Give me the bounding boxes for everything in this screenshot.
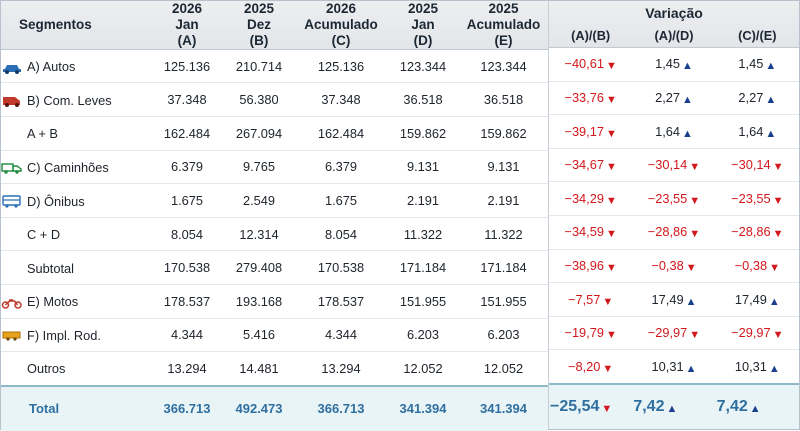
var-total-ce: 7,42 ▲ <box>716 384 799 429</box>
var-ad: 10,31 ▲ <box>651 358 697 375</box>
cell-b: 9.765 <box>223 150 295 184</box>
row-label: B) Com. Leves <box>27 92 112 108</box>
var-ce: 17,49 ▲ <box>716 283 799 317</box>
cell-d: 36.518 <box>387 83 459 117</box>
var-ad: 1,45 ▲ <box>632 48 715 81</box>
var-ad: 1,64 ▲ <box>632 115 715 149</box>
cell-a: 178.537 <box>151 284 223 318</box>
row-label: D) Ônibus <box>27 193 85 209</box>
table-row <box>1 217 548 251</box>
variation-row <box>549 115 799 149</box>
arrow-up-icon: ▲ <box>682 127 693 140</box>
row-label-cell <box>1 251 151 285</box>
cell-c: 13.294 <box>321 360 361 376</box>
subheader-ad: (A)/(D) <box>654 28 694 44</box>
row-label-cell <box>1 352 151 385</box>
row-label: Outros <box>27 361 66 377</box>
cell-e: 6.203 <box>459 318 548 352</box>
table-body <box>1 50 548 431</box>
cell-e: 123.344 <box>459 50 548 83</box>
cell-c: 4.344 <box>295 318 387 352</box>
arrow-down-icon: ▼ <box>605 161 617 174</box>
total-b: 492.473 <box>235 401 283 417</box>
table-row <box>1 184 548 218</box>
cell-e: 9.131 <box>459 150 548 184</box>
cell-e: 159.862 <box>459 116 548 150</box>
row-label-cell <box>1 217 151 251</box>
row-label-cell <box>1 150 151 184</box>
variation-pane <box>548 1 799 429</box>
cell-e: 11.322 <box>459 217 548 251</box>
table-row <box>1 50 548 83</box>
var-ce: 2,27 ▲ <box>716 81 799 115</box>
cell-b: 12.314 <box>223 217 295 251</box>
var-ad: −23,55 ▼ <box>632 182 715 216</box>
cell-b: 56.380 <box>223 83 295 117</box>
column-header-segments <box>1 1 151 49</box>
arrow-down-icon: ▼ <box>689 194 701 207</box>
arrow-up-icon: ▲ <box>765 60 777 73</box>
variation-title: Variação <box>645 5 703 22</box>
cell-b: 2.549 <box>223 184 295 218</box>
variation-total-wrap <box>549 383 799 429</box>
cell-a: 4.344 <box>151 318 223 352</box>
cell-e: 171.184 <box>459 251 548 285</box>
arrow-down-icon: ▼ <box>605 329 617 342</box>
row-label: A) Autos <box>27 59 76 75</box>
variation-rows <box>549 48 799 383</box>
column-header-d: 2025 Jan (D) <box>407 1 439 48</box>
cell-d: 9.131 <box>387 150 459 184</box>
car-icon <box>1 60 23 74</box>
var-ab: −34,29 ▼ <box>549 182 632 216</box>
row-label: C) Caminhões <box>27 159 109 175</box>
arrow-down-icon: ▼ <box>689 228 701 241</box>
cell-d: 123.344 <box>387 50 459 83</box>
cell-a: 162.484 <box>151 116 223 150</box>
van-icon <box>1 93 23 107</box>
cell-c: 8.054 <box>295 217 387 251</box>
table-row <box>1 83 548 117</box>
cell-c: 125.136 <box>295 50 387 83</box>
var-ab: −34,67 ▼ <box>549 148 632 182</box>
arrow-down-icon: ▼ <box>689 161 701 174</box>
cell-d: 12.052 <box>403 360 443 376</box>
cell-b: 5.416 <box>223 318 295 352</box>
var-ab: −19,79 ▼ <box>549 316 632 350</box>
row-label-cell <box>1 318 151 352</box>
table-row <box>1 318 548 352</box>
cell-a: 37.348 <box>151 83 223 117</box>
cell-b: 193.168 <box>223 284 295 318</box>
var-ab: −38,96 ▼ <box>549 249 632 283</box>
column-header-a: 2026 Jan (A) <box>171 1 203 48</box>
arrow-down-icon: ▼ <box>685 261 697 274</box>
truck-icon <box>1 160 23 174</box>
variation-total-row <box>549 384 799 429</box>
cell-d: 2.191 <box>387 184 459 218</box>
subheader-ce: (C)/(E) <box>738 28 777 44</box>
total-c: 366.713 <box>317 401 365 417</box>
row-label-cell <box>1 284 151 318</box>
variation-row <box>549 283 799 317</box>
cell-a: 1.675 <box>151 184 223 218</box>
arrow-down-icon: ▼ <box>602 295 614 308</box>
arrow-down-icon: ▼ <box>769 261 780 274</box>
arrow-down-icon: ▼ <box>772 228 784 241</box>
variation-row <box>549 350 799 383</box>
arrow-up-icon: ▲ <box>666 403 678 415</box>
data-rows <box>1 50 548 385</box>
row-label: F) Impl. Rod. <box>27 327 101 343</box>
arrow-down-icon: ▼ <box>605 228 617 241</box>
var-total-ab: −25,54 ▼ <box>549 384 632 429</box>
cell-d: 159.862 <box>387 116 459 150</box>
var-ab: −39,17 ▼ <box>549 115 632 149</box>
cell-a: 170.538 <box>151 251 223 285</box>
row-label-cell <box>1 116 151 150</box>
row-label: Subtotal <box>27 260 74 276</box>
variation-row <box>549 316 799 350</box>
variation-row <box>549 182 799 216</box>
var-ce: 1,64 ▲ <box>716 115 799 149</box>
var-ad: 17,49 ▲ <box>632 283 715 317</box>
var-ce: −30,14 ▼ <box>716 148 799 182</box>
arrow-down-icon: ▼ <box>601 403 613 415</box>
arrow-up-icon: ▲ <box>682 93 693 106</box>
arrow-up-icon: ▲ <box>765 93 777 106</box>
segments-pane <box>1 1 548 429</box>
cell-b: 14.481 <box>239 360 279 376</box>
table-row <box>1 251 548 285</box>
variation-row <box>549 216 799 250</box>
cell-d: 11.322 <box>387 217 459 251</box>
cell-e: 36.518 <box>459 83 548 117</box>
var-ce: 1,45 ▲ <box>716 48 799 81</box>
var-ab: −8,20 ▼ <box>568 358 614 375</box>
cell-c: 170.538 <box>295 251 387 285</box>
bus-icon <box>1 194 23 208</box>
motorcycle-icon <box>1 295 23 309</box>
variation-subheaders <box>549 28 799 43</box>
var-ab: −7,57 ▼ <box>549 283 632 317</box>
row-label-cell <box>1 50 151 83</box>
row-label-cell <box>1 83 151 117</box>
cell-b: 210.714 <box>223 50 295 83</box>
arrow-down-icon: ▼ <box>772 194 784 207</box>
arrow-down-icon: ▼ <box>689 329 701 342</box>
total-label: Total <box>29 401 60 417</box>
variation-row <box>549 249 799 283</box>
arrow-up-icon: ▲ <box>682 60 693 73</box>
total-a: 366.713 <box>163 401 211 417</box>
arrow-up-icon: ▲ <box>685 362 697 375</box>
var-ab: −34,59 ▼ <box>549 216 632 250</box>
cell-c: 37.348 <box>295 83 387 117</box>
var-ad: −28,86 ▼ <box>632 216 715 250</box>
row-label: E) Motos <box>27 294 79 310</box>
variation-row <box>549 148 799 182</box>
var-ce: −28,86 ▼ <box>716 216 799 250</box>
cell-d: 151.955 <box>387 284 459 318</box>
table-row <box>1 284 548 318</box>
var-total-ad: 7,42 ▲ <box>632 384 715 429</box>
trailer-icon <box>1 328 23 342</box>
var-ad: −29,97 ▼ <box>632 316 715 350</box>
total-row-wrap <box>1 385 548 431</box>
var-ab: −40,61 ▼ <box>549 48 632 81</box>
arrow-down-icon: ▼ <box>605 127 617 140</box>
cell-a: 125.136 <box>151 50 223 83</box>
table-row <box>1 150 548 184</box>
cell-e: 12.052 <box>483 360 524 376</box>
cell-c: 178.537 <box>295 284 387 318</box>
arrow-up-icon: ▲ <box>685 295 697 308</box>
cell-b: 267.094 <box>223 116 295 150</box>
table-row <box>1 352 548 385</box>
var-ad: −0,38 ▼ <box>632 249 715 283</box>
arrow-down-icon: ▼ <box>602 362 614 375</box>
subheader-ab: (A)/(B) <box>571 28 611 44</box>
total-e: 341.394 <box>480 401 527 417</box>
var-ce: 10,31 ▲ <box>734 358 780 375</box>
cell-d: 6.203 <box>387 318 459 352</box>
total-row <box>1 386 548 431</box>
arrow-up-icon: ▲ <box>765 127 777 140</box>
cell-e: 151.955 <box>459 284 548 318</box>
cell-a: 6.379 <box>151 150 223 184</box>
var-ce: −29,97 ▼ <box>716 316 799 350</box>
arrow-down-icon: ▼ <box>605 194 617 207</box>
row-label: A + B <box>27 126 58 142</box>
var-ad: 2,27 ▲ <box>632 81 715 115</box>
var-ce: −0,38 ▼ <box>716 249 799 283</box>
cell-c: 162.484 <box>295 116 387 150</box>
variation-row <box>549 81 799 115</box>
arrow-down-icon: ▼ <box>605 60 617 73</box>
row-label-cell <box>1 184 151 218</box>
column-header-e: 2025 Acumulado (E) <box>466 1 541 48</box>
cell-c: 6.379 <box>295 150 387 184</box>
cell-d: 171.184 <box>387 251 459 285</box>
table-header <box>1 1 548 50</box>
arrow-up-icon: ▲ <box>768 362 780 375</box>
arrow-down-icon: ▼ <box>772 161 784 174</box>
arrow-up-icon: ▲ <box>749 403 761 415</box>
cell-c: 1.675 <box>295 184 387 218</box>
var-ad: −30,14 ▼ <box>632 148 715 182</box>
cell-b: 279.408 <box>223 251 295 285</box>
var-ce: −23,55 ▼ <box>716 182 799 216</box>
column-header-b: 2025 Dez (B) <box>243 1 275 48</box>
arrow-down-icon: ▼ <box>605 93 617 106</box>
variation-header <box>549 1 799 48</box>
total-d: 341.394 <box>399 401 447 417</box>
cell-a: 13.294 <box>167 360 207 376</box>
table-row <box>1 116 548 150</box>
arrow-down-icon: ▼ <box>772 329 784 342</box>
arrow-up-icon: ▲ <box>768 295 780 308</box>
variation-row <box>549 48 799 81</box>
row-label: C + D <box>27 227 61 243</box>
column-header-c: 2026 Acumulado (C) <box>304 1 378 48</box>
var-ab: −33,76 ▼ <box>549 81 632 115</box>
arrow-down-icon: ▼ <box>605 261 617 274</box>
cell-e: 2.191 <box>459 184 548 218</box>
column-header-text: Segmentos <box>19 16 92 32</box>
cell-a: 8.054 <box>151 217 223 251</box>
